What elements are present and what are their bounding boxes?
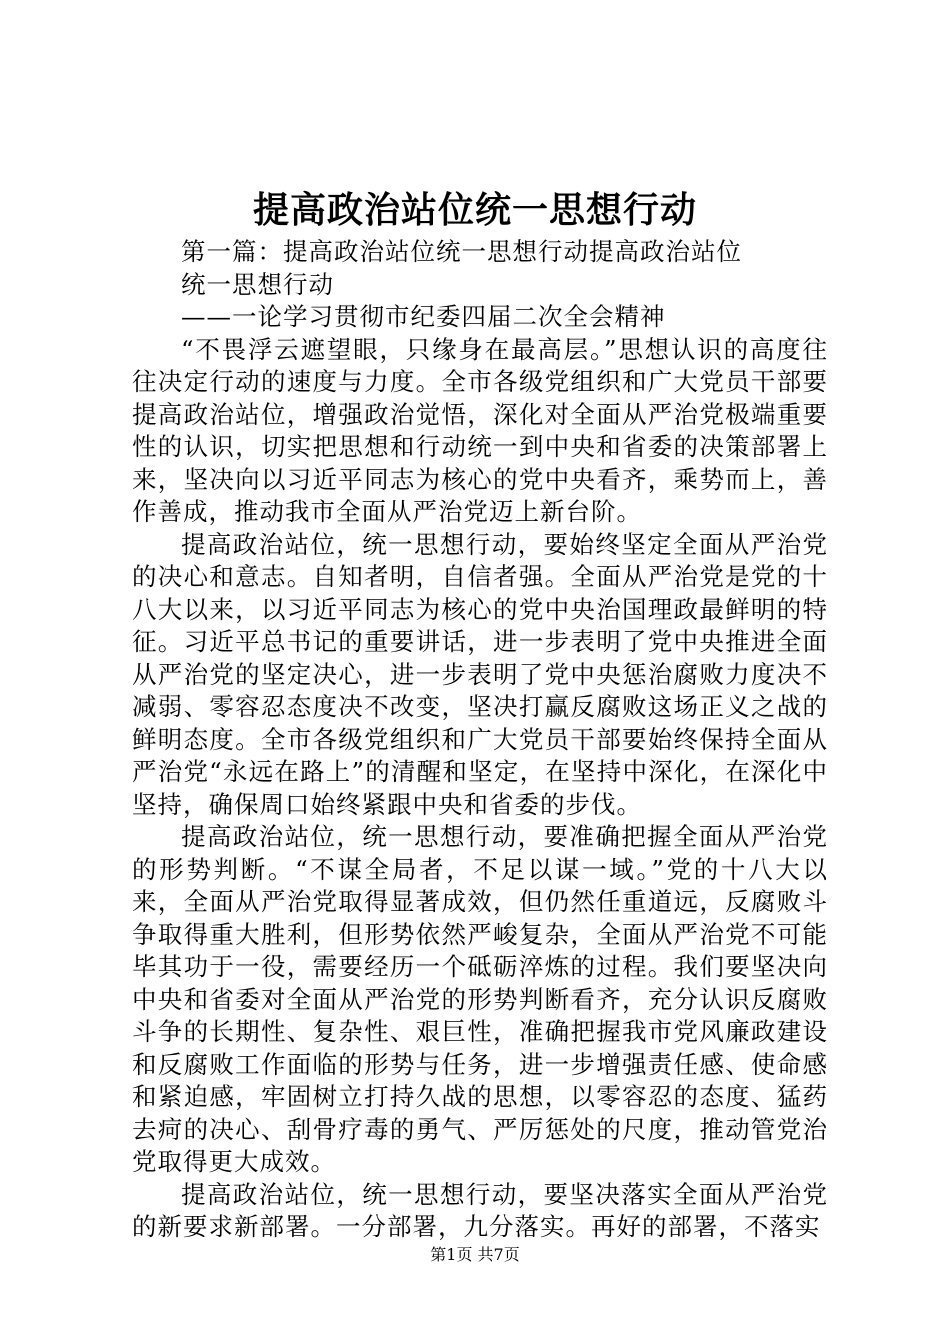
document-title: 提高政治站位统一思想行动 [252, 189, 697, 231]
body-paragraph: 提高政治站位，统一思想行动，要准确把握全面从严治党的形势判断。“不谋全局者，不足以谋一域。”党的十八大以来，全面从严治党取得显著成效，但仍然任重道远，反腐败斗争取得重大胜利，但形势依然严峻复杂，全面从严治党不可能毕其功于一役，需要经历一个砥砺淬炼的过程。我们要坚决向中央和省委对全面从严治党的形势判断看齐，充分认识反腐败斗争的长期性、复杂性、艰巨性，准确把握我市党风廉政建设和反腐败工作面临的形势与任务，进一步增强责任感、使命感和紧迫感，牢固树立打持久战的思想，以零容忍的态度、猛药去疴的决心、刮骨疗毒的勇气、严厉惩处的尺度，推动管党治党取得更大成效。 [132, 822, 828, 1176]
subheading-continuation: 统一思想行动 [181, 269, 334, 299]
body-paragraph: 提高政治站位，统一思想行动，要始终坚定全面从严治党的决心和意志。自知者明，自信者强。全面从严治党是党的十八大以来，以习近平同志为核心的党中央治国理政最鲜明的特征。习近平总书记的重要讲话，进一步表明了党中央推进全面从严治党的坚定决心，进一步表明了党中央惩治腐败力度决不减弱、零容忍态度决不改变，坚决打赢反腐败这场正义之战的鲜明态度。全市各级党组织和广大党员干部要始终保持全面从严治党“永远在路上”的清醒和坚定，在坚持中深化，在深化中坚持，确保周口始终紧跟中央和省委的步伐。 [132, 529, 828, 819]
subheading-part-title: 第一篇：提高政治站位统一思想行动提高政治站位 [181, 237, 742, 266]
subheading-series-title: ——一论学习贯彻市纪委四届二次全会精神 [181, 302, 666, 331]
page-footer [0, 1244, 950, 1266]
page-number-indicator: 第1页 共7页 [430, 1245, 520, 1264]
body-paragraph: “不畏浮云遮望眼，只缘身在最高层。”思想认识的高度往往决定行动的速度与力度。全市各级党组织和广大党员干部要提高政治站位，增强政治觉悟，深化对全面从严治党极端重要性的认识，切实把思想和行动统一到中央和省委的决策部署上来，坚决向以习近平同志为核心的党中央看齐，乘势而上，善作善成，推动我市全面从严治党迈上新台阶。 [132, 334, 828, 526]
body-paragraph: 提高政治站位，统一思想行动，要坚决落实全面从严治党的新要求新部署。一分部署，九分落实。再好的部署，不落实 [132, 1179, 828, 1241]
document-body [132, 236, 828, 1244]
